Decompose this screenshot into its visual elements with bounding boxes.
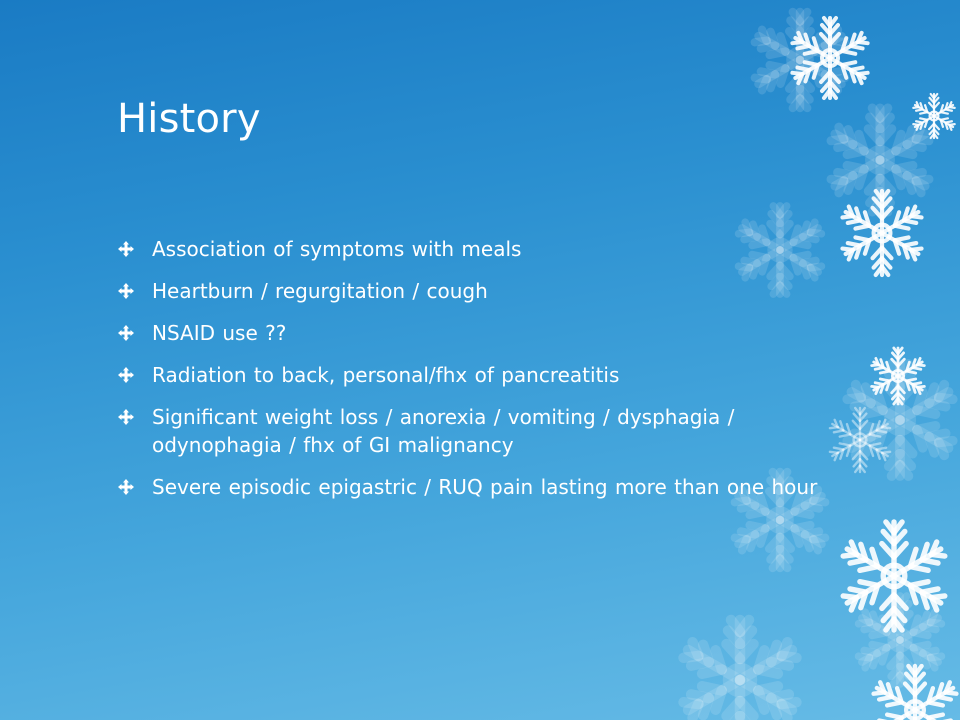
- bullet-text: Heartburn / regurgitation / cough: [152, 279, 488, 303]
- quad-arrow-bullet-icon: [118, 367, 134, 383]
- list-item: [118, 235, 838, 263]
- list-item: [118, 277, 838, 305]
- bullet-text: Radiation to back, personal/fhx of pancreatitis: [152, 363, 620, 387]
- list-item: [118, 403, 838, 459]
- slide-title: History: [117, 96, 261, 142]
- snowflake-icon: [872, 666, 958, 720]
- quad-arrow-bullet-icon: [118, 283, 134, 299]
- snowflake-icon: [681, 620, 798, 720]
- bullet-text: Association of symptoms with meals: [152, 237, 522, 261]
- snowflake-icon: [841, 191, 923, 275]
- list-item: [118, 361, 838, 389]
- list-item: [118, 319, 838, 347]
- bullet-list: [118, 235, 838, 515]
- quad-arrow-bullet-icon: [118, 479, 134, 495]
- quad-arrow-bullet-icon: [118, 409, 134, 425]
- snowflake-icon: [857, 596, 943, 684]
- bullet-text: Severe episodic epigastric / RUQ pain lasting more than one hour: [152, 475, 818, 499]
- bullet-text: Significant weight loss / anorexia / vomiting / dysphagia / odynophagia / fhx of GI malignancy: [152, 405, 735, 457]
- quad-arrow-bullet-icon: [118, 325, 134, 341]
- bullet-text: NSAID use ??: [152, 321, 287, 345]
- list-item: [118, 473, 838, 501]
- quad-arrow-bullet-icon: [118, 241, 134, 257]
